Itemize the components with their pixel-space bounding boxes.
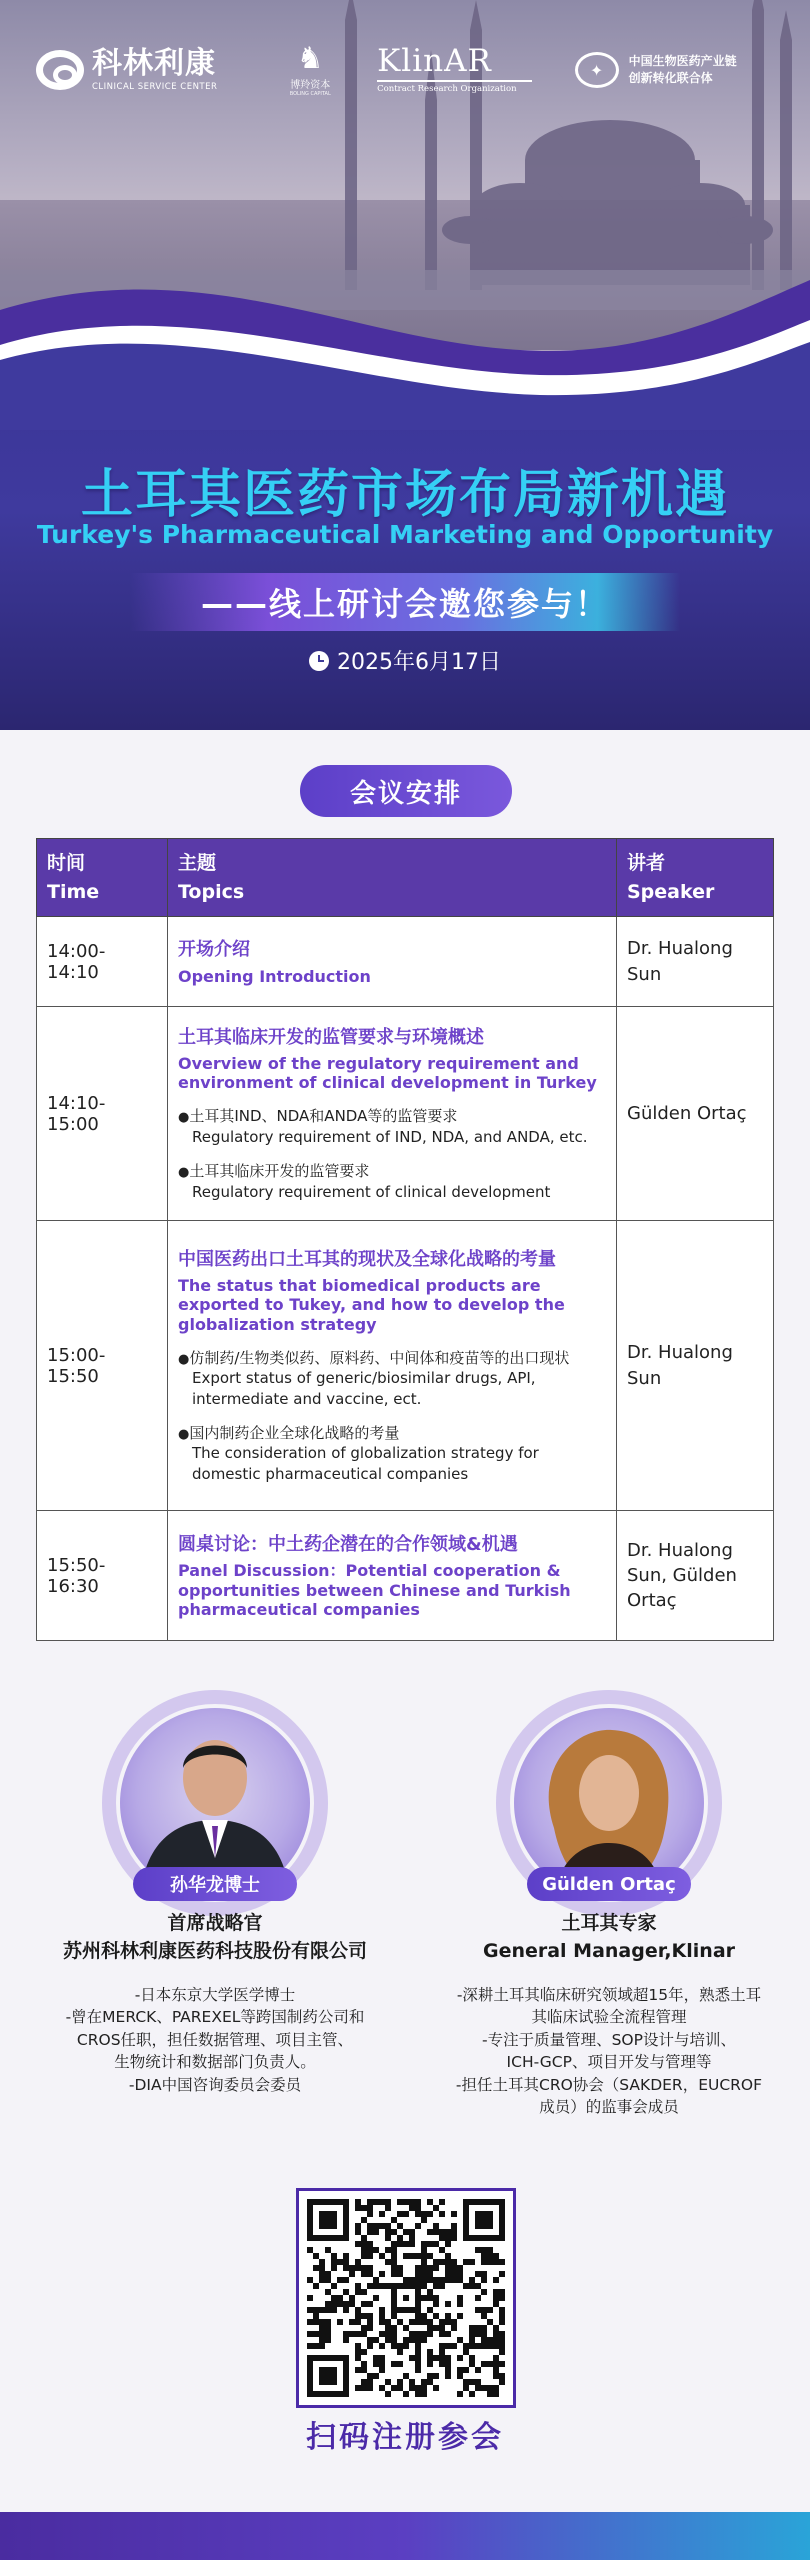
speaker-bio-ortac: [418, 1984, 800, 2119]
page-title-cn: 土耳其医药市场布局新机遇: [80, 465, 729, 525]
row-speaker: Dr. Hualong Sun: [617, 1221, 774, 1511]
invite-text: ——线上研讨会邀您参与！: [200, 585, 609, 623]
qr-code-icon: [307, 2199, 505, 2397]
alliance-logo-line2: 创新转化联合体: [628, 71, 713, 85]
hero-banner: [0, 0, 810, 730]
table-row: [37, 1511, 774, 1641]
col-header-time-cn: 时间: [47, 852, 86, 874]
agenda-heading: [300, 765, 512, 817]
event-date-text: 2025年6月17日: [337, 650, 501, 675]
bullet-en: Regulatory requirement of clinical development: [192, 1182, 551, 1201]
kelin-logo-sub: CLINICAL SERVICE CENTER: [92, 81, 218, 92]
speaker-name-badge-sun: [133, 1867, 297, 1901]
event-date: [0, 645, 810, 676]
alliance-logo: [575, 52, 774, 88]
speaker-role-sun: 首席战略官: [167, 1912, 263, 1934]
registration-qr-code[interactable]: [296, 2188, 516, 2408]
topic-en: Panel Discussion：Potential cooperation & opportunities between Chinese and Turkish pharmaceutical companies: [178, 1561, 571, 1619]
bio-line: -深耕土耳其临床研究领域超15年，熟悉土耳: [456, 1986, 762, 2004]
topic-en: Overview of the regulatory requirement and environment of clinical development in Turkey: [178, 1054, 597, 1093]
klinar-logo: [377, 43, 546, 94]
row-topic: [168, 1511, 617, 1641]
kelin-logo-name: 科林利康: [92, 45, 216, 81]
speaker-org-ortac: General Manager,Klinar: [482, 1939, 736, 1962]
bio-line: ICH-GCP、项目开发与管理等: [506, 2053, 712, 2072]
klinar-logo-name: KlinAR: [377, 43, 492, 79]
row-speaker: Dr. Hualong Sun, Gülden Ortaç: [617, 1511, 774, 1641]
bullet-en: Export status of generic/biosimilar drugs, API, intermediate and vaccine, ect.: [192, 1369, 536, 1408]
row-time: 14:10-15:00: [37, 1007, 168, 1221]
klinar-logo-divider: [377, 80, 532, 82]
speaker-role-ortac: 土耳其专家: [561, 1912, 657, 1934]
boling-logo-sub: BOLING CAPITAL: [289, 90, 331, 97]
speaker-title-ortac: [414, 1910, 804, 1965]
boling-logo-name: 博羚资本: [290, 79, 331, 91]
speaker-name-badge-ortac: [527, 1867, 691, 1901]
speaker-title-sun: [20, 1910, 410, 1965]
alliance-logo-icon: ✦: [575, 52, 619, 88]
page-title-en: Turkey's Pharmaceutical Marketing and Opportunity: [36, 520, 774, 549]
col-header-topics: [168, 839, 617, 917]
bullet-en: The consideration of globalization strategy for domestic pharmaceutical companies: [192, 1444, 539, 1483]
col-header-speaker-cn: 讲者: [627, 852, 666, 874]
bullet-cn: ● 国内制药企业全球化战略的考量: [178, 1423, 606, 1444]
row-time: 14:00-14:10: [37, 917, 168, 1007]
row-time: 15:00-15:50: [37, 1221, 168, 1511]
bio-line: 生物统计和数据部门负责人。: [114, 2053, 316, 2072]
bio-line: -DIA中国咨询委员会委员: [128, 2075, 302, 2094]
bio-line: 成员）的监事会成员: [539, 2098, 679, 2117]
col-header-topics-cn: 主题: [178, 852, 217, 874]
agenda-header-row: [37, 839, 774, 917]
bio-line: -日本东京大学医学博士: [134, 1986, 296, 2004]
topic-cn: 开场介绍: [178, 939, 250, 961]
speaker-bio-sun: [25, 1984, 405, 2096]
table-row: [37, 1221, 774, 1511]
col-header-time: [37, 839, 168, 917]
boling-logo-icon: ♞: [296, 40, 324, 76]
col-header-speaker: [617, 839, 774, 917]
topic-bullet: [178, 1106, 606, 1147]
bio-line: -专注于质量管理、SOP设计与培训、: [482, 2030, 736, 2049]
topic-bullet: [178, 1348, 606, 1409]
bullet-cn: ● 土耳其IND、NDA和ANDA等的监管要求: [178, 1106, 606, 1127]
speaker-org-sun: 苏州科林利康医药科技股份有限公司: [62, 1939, 367, 1962]
bullet-en: Regulatory requirement of IND, NDA, and ANDA, etc.: [192, 1128, 588, 1147]
topic-cn: 圆桌讨论：中土药企潜在的合作领域&机遇: [178, 1534, 518, 1556]
speaker-name-ortac: Gülden Ortaç: [542, 1873, 676, 1895]
kelin-logo: [36, 45, 235, 92]
topic-cn: 中国医药出口土耳其的现状及全球化战略的考量: [178, 1249, 556, 1271]
row-time: 15:50-16:30: [37, 1511, 168, 1641]
qr-call-to-action: 扫码注册参会: [306, 2420, 504, 2455]
clock-icon: [309, 651, 329, 671]
invite-banner: [130, 573, 680, 631]
klinar-logo-sub: Contract Research Organization: [377, 84, 517, 94]
boling-logo: [265, 40, 355, 97]
bullet-cn: ● 土耳其临床开发的监管要求: [178, 1161, 606, 1182]
row-topic: [168, 917, 617, 1007]
topic-cn: 土耳其临床开发的监管要求与环境概述: [178, 1026, 484, 1048]
bio-line: CROS任职，担任数据管理、项目主管、: [76, 2030, 354, 2049]
logo-row: [36, 40, 774, 100]
agenda-heading-text: 会议安排: [349, 778, 462, 809]
row-speaker: Gülden Ortaç: [617, 1007, 774, 1221]
speaker-name-sun: 孙华龙博士: [170, 1875, 260, 1896]
bio-line: -担任土耳其CRO协会（SAKDER，EUCROF: [455, 2075, 763, 2094]
agenda-table: [36, 838, 774, 1641]
row-speaker: Dr. Hualong Sun: [617, 917, 774, 1007]
row-topic: [168, 1221, 617, 1511]
col-header-speaker-en: Speaker: [627, 880, 715, 903]
footer-bar: [0, 2512, 810, 2560]
kelin-logo-icon: [36, 50, 84, 90]
topic-en: Opening Introduction: [178, 966, 371, 986]
bullet-cn: ● 仿制药/生物类似药、原料药、中间体和疫苗等的出口现状: [178, 1348, 606, 1369]
topic-en: The status that biomedical products are exported to Tukey, and how to develop the globalization strategy: [178, 1276, 565, 1334]
table-row: [37, 1007, 774, 1221]
topic-bullet: [178, 1423, 606, 1484]
bio-line: -曾在MERCK、PAREXEL等跨国制药公司和: [65, 2008, 365, 2027]
row-topic: [168, 1007, 617, 1221]
table-row: [37, 917, 774, 1007]
topic-bullet: [178, 1161, 606, 1202]
alliance-logo-line1: 中国生物医药产业链: [628, 54, 737, 69]
col-header-topics-en: Topics: [178, 880, 245, 903]
col-header-time-en: Time: [47, 880, 100, 903]
bio-line: 其临床试验全流程管理: [531, 2008, 687, 2027]
